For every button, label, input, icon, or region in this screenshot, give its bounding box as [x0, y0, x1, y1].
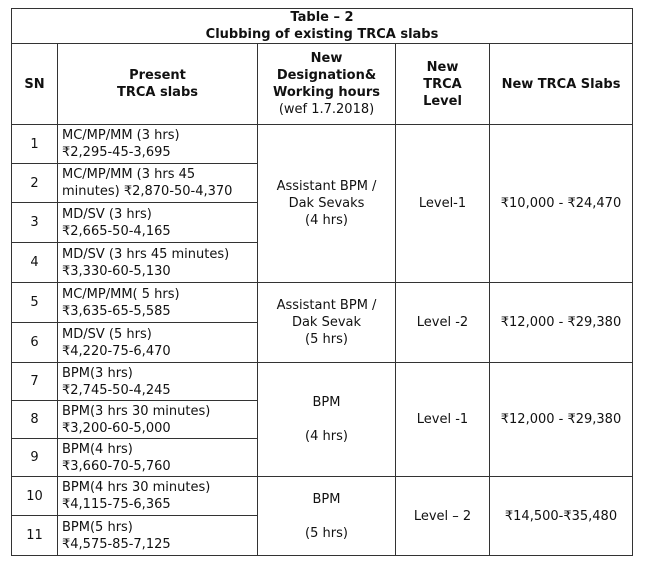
- designation-line1: BPM: [312, 491, 341, 507]
- slab-line2: ₹3,660-70-5,760: [62, 458, 171, 474]
- row-sn: 2: [12, 164, 58, 203]
- designation-line1: BPM: [312, 395, 341, 410]
- row-present-slab: [58, 243, 258, 283]
- table-row: [12, 477, 633, 516]
- row-sn: 7: [12, 363, 58, 401]
- row-sn: 9: [12, 439, 58, 477]
- slab-line2: ₹3,330-60-5,130: [62, 263, 171, 279]
- slab-line1: BPM(3 hrs): [62, 365, 133, 381]
- slab-line2: ₹4,115-75-6,365: [62, 497, 171, 512]
- row-sn: 1: [12, 125, 58, 164]
- header-row: [12, 44, 633, 125]
- group-slab: ₹12,000 - ₹29,380: [490, 363, 633, 477]
- slab-line1: MD/SV (3 hrs): [62, 206, 152, 222]
- designation-gap: [262, 508, 391, 525]
- slab-line1: BPM(5 hrs): [62, 519, 133, 535]
- table-row: [12, 283, 633, 323]
- slab-line1: MD/SV (5 hrs): [62, 326, 152, 342]
- header-level-line3: Level: [423, 93, 462, 109]
- group-level: Level – 2: [396, 477, 490, 556]
- row-present-slab: [58, 477, 258, 516]
- designation-line1: Assistant BPM /: [276, 179, 377, 194]
- title-row: [12, 9, 633, 44]
- row-present-slab: [58, 203, 258, 243]
- slab-line2: ₹2,745-50-4,245: [62, 382, 171, 398]
- slab-line2: ₹2,295-45-3,695: [62, 145, 171, 160]
- trca-table: [11, 8, 633, 556]
- designation-line1: Assistant BPM /: [276, 298, 377, 313]
- row-sn: 4: [12, 243, 58, 283]
- table-title-cell: [12, 9, 633, 44]
- header-sn: SN: [12, 44, 58, 125]
- group-level: Level-1: [396, 125, 490, 283]
- table-subtitle: Clubbing of existing TRCA slabs: [205, 27, 439, 42]
- group-level: Level -2: [396, 283, 490, 363]
- slab-line1: BPM(3 hrs 30 minutes): [62, 403, 211, 419]
- header-new-des-line4: (wef 1.7.2018): [278, 102, 375, 117]
- group-level: Level -1: [396, 363, 490, 477]
- header-new-des-line2: Designation&: [276, 68, 377, 83]
- group-designation: [258, 283, 396, 363]
- header-new-designation: [258, 44, 396, 125]
- row-present-slab: [58, 363, 258, 401]
- group-slab: ₹12,000 - ₹29,380: [490, 283, 633, 363]
- header-new-des-line3: Working hours: [273, 85, 380, 100]
- header-new-trca-slabs: New TRCA Slabs: [490, 44, 633, 125]
- row-present-slab: [58, 401, 258, 439]
- group-designation: [258, 125, 396, 283]
- designation-line2: (4 hrs): [305, 429, 348, 444]
- row-present-slab: [58, 125, 258, 164]
- header-new-des-line1: New: [310, 51, 343, 66]
- row-sn: 10: [12, 477, 58, 516]
- slab-line1: MD/SV (3 hrs 45 minutes): [62, 246, 230, 262]
- slab-line2: ₹4,220-75-6,470: [62, 343, 171, 359]
- header-new-trca-level: [396, 44, 490, 125]
- slab-line2: ₹3,200-60-5,000: [62, 420, 171, 436]
- slab-line2: ₹2,665-50-4,165: [62, 223, 171, 239]
- designation-line3: (5 hrs): [305, 332, 348, 347]
- slab-line2: minutes) ₹2,870-50-4,370: [62, 184, 233, 199]
- row-sn: 8: [12, 401, 58, 439]
- group-slab: ₹14,500-₹35,480: [490, 477, 633, 556]
- designation-gap: [262, 411, 391, 428]
- row-sn: 3: [12, 203, 58, 243]
- table-row: [12, 363, 633, 401]
- designation-line2: Dak Sevaks: [288, 196, 365, 211]
- group-slab: ₹10,000 - ₹24,470: [490, 125, 633, 283]
- table-row: [12, 125, 633, 164]
- table-title: Table – 2: [290, 10, 354, 25]
- row-sn: 6: [12, 323, 58, 363]
- header-present-trca: [58, 44, 258, 125]
- row-sn: 11: [12, 516, 58, 556]
- header-present-line1: Present: [129, 68, 186, 83]
- slab-line2: ₹4,575-85-7,125: [62, 536, 171, 552]
- row-present-slab: [58, 164, 258, 203]
- group-designation: [258, 363, 396, 477]
- header-level-line2: TRCA: [423, 76, 462, 92]
- slab-line1: MC/MP/MM( 5 hrs): [62, 286, 180, 302]
- slab-line1: MC/MP/MM (3 hrs): [62, 128, 180, 143]
- row-present-slab: [58, 323, 258, 363]
- designation-line2: Dak Sevak: [291, 315, 362, 330]
- header-level-line1: New: [426, 59, 459, 75]
- header-present-line2: TRCA slabs: [116, 85, 198, 100]
- slab-line1: BPM(4 hrs): [62, 441, 133, 457]
- slab-line2: ₹3,635-65-5,585: [62, 303, 171, 319]
- row-present-slab: [58, 516, 258, 556]
- row-present-slab: [58, 283, 258, 323]
- row-sn: 5: [12, 283, 58, 323]
- group-designation: [258, 477, 396, 556]
- designation-line3: (4 hrs): [305, 213, 348, 228]
- slab-line1: BPM(4 hrs 30 minutes): [62, 480, 211, 495]
- designation-line2: (5 hrs): [305, 525, 348, 541]
- slab-line1: MC/MP/MM (3 hrs 45: [62, 167, 196, 182]
- row-present-slab: [58, 439, 258, 477]
